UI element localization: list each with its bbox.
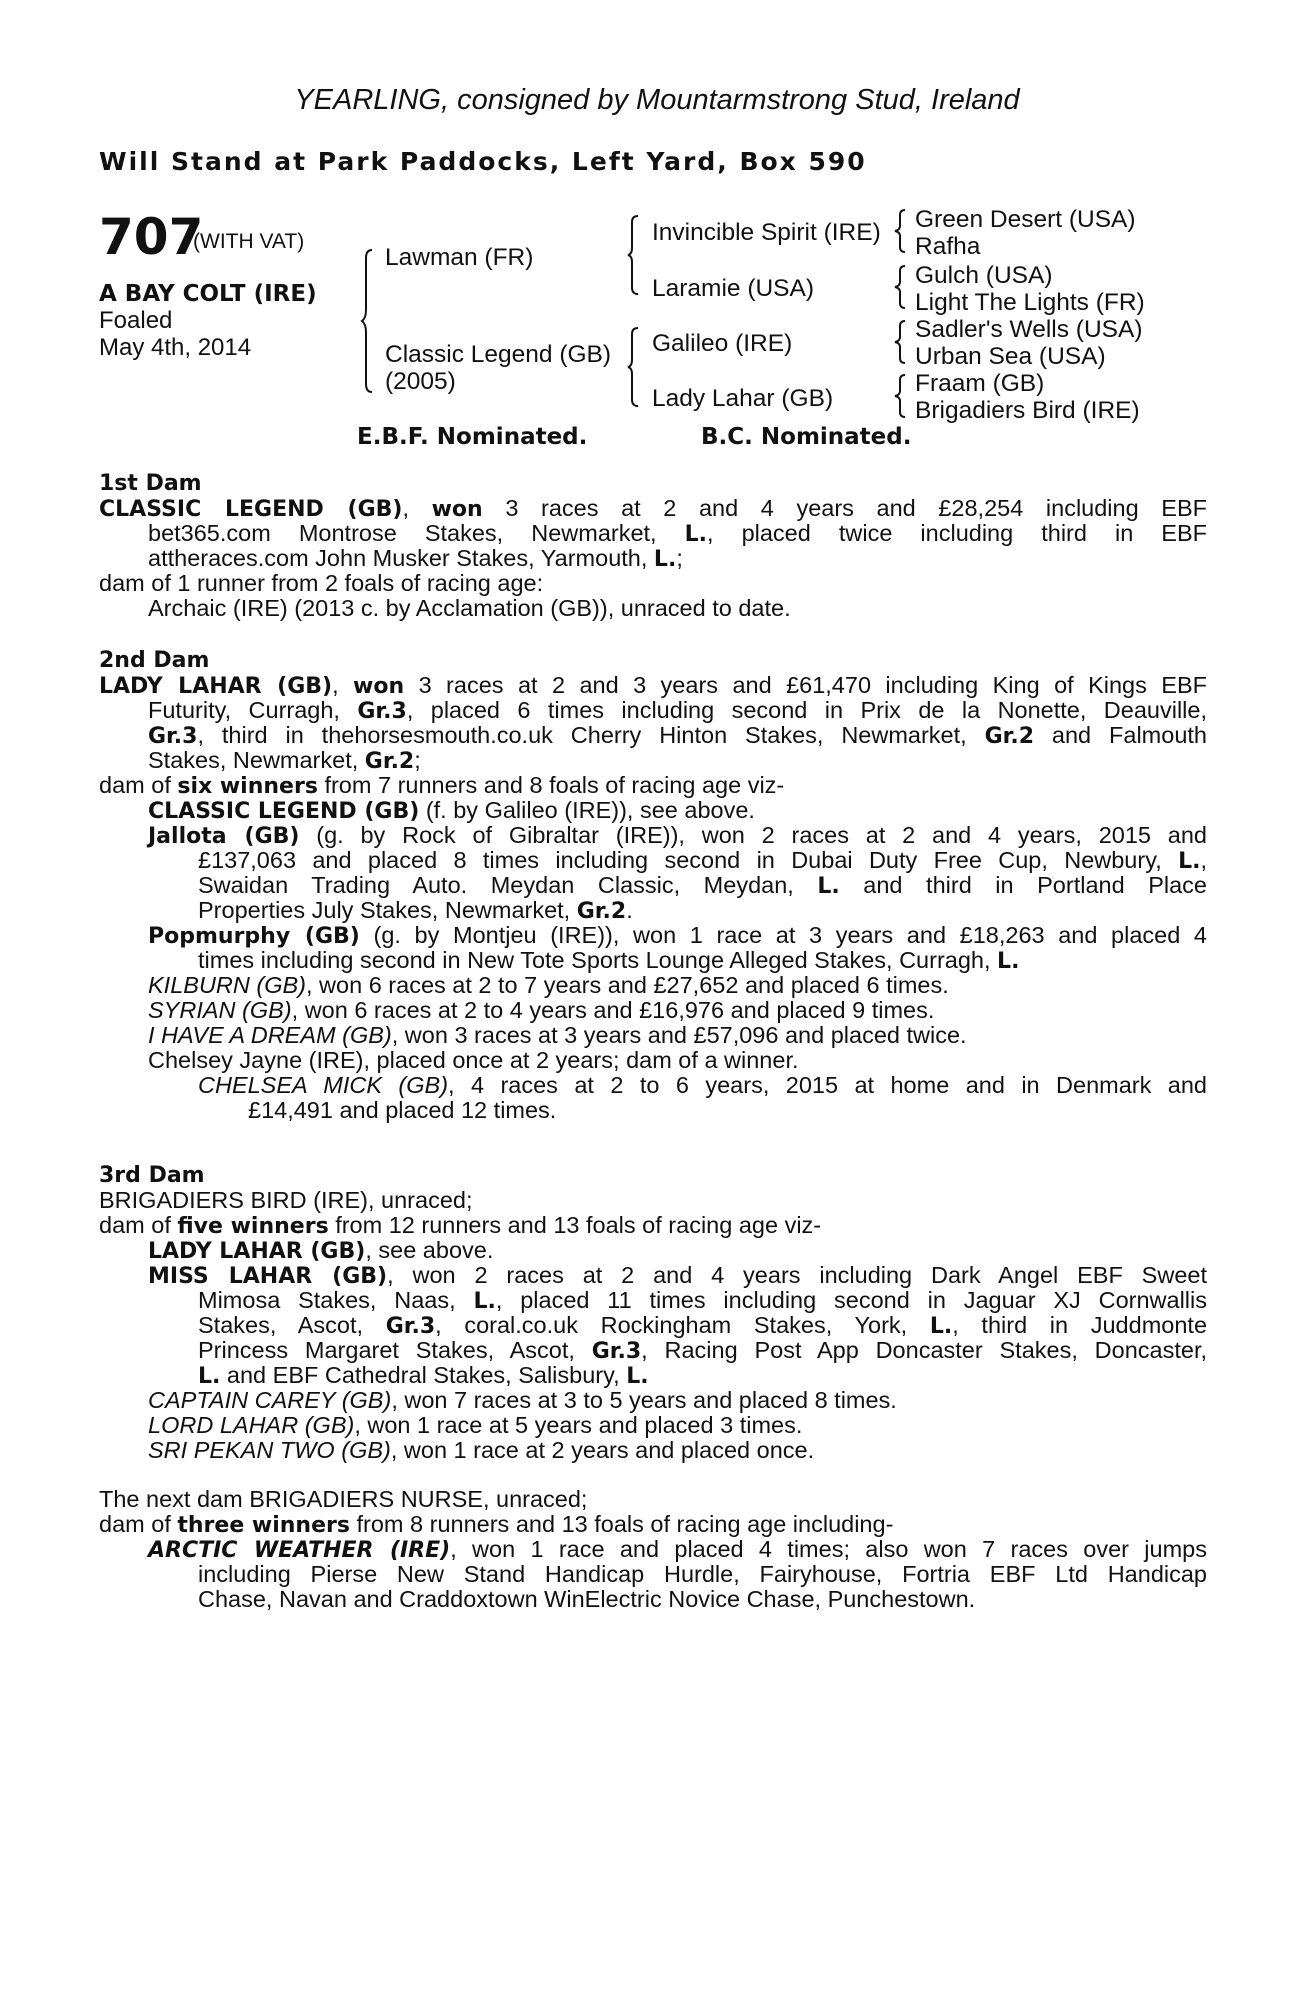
progeny-item: ARCTIC WEATHER (IRE), won 1 race and placed 4 times; also won 7 races over jumps <box>148 1536 1207 1563</box>
pedigree-dam: Classic Legend (GB) <box>385 341 612 368</box>
progeny-item: KILBURN (GB), won 6 races at 2 to 7 years and £27,652 and placed 6 times. <box>148 972 949 998</box>
progeny-detail: Mimosa Stakes, Naas, L., placed 11 times including second in Jaguar XJ Cornwallis <box>198 1287 1208 1314</box>
pedigree-dss: Sadler's Wells (USA) <box>915 316 1143 343</box>
third-dam-section <box>99 1163 1207 1463</box>
first-dam-line: CLASSIC LEGEND (GB), won 3 races at 2 and 4 years and £28,254 including EBF <box>99 495 1207 522</box>
third-dam-line: dam of five winners from 12 runners and 13 foals of racing age viz- <box>99 1212 822 1239</box>
progeny-detail: £137,063 and placed 8 times including second in Dubai Duty Free Cup, Newbury, L., <box>198 847 1207 874</box>
bc-nominated: B.C. Nominated. <box>701 424 912 450</box>
second-dam-line: dam of six winners from 7 runners and 8 foals of racing age viz- <box>99 772 785 799</box>
progeny-detail: Chase, Navan and Craddoxtown WinElectric Novice Chase, Punchestown. <box>198 1586 976 1612</box>
progeny-item: SRI PEKAN TWO (GB), won 1 race at 2 years and placed once. <box>148 1437 815 1463</box>
pedigree-sire: Lawman (FR) <box>385 244 534 271</box>
next-dam-section <box>99 1487 1207 1612</box>
progeny-detail: Princess Margaret Stakes, Ascot, Gr.3, Racing Post App Doncaster Stakes, Doncaster, <box>198 1337 1207 1364</box>
foaled-label: Foaled <box>99 307 173 334</box>
first-dam-line: bet365.com Montrose Stakes, Newmarket, L., placed twice including third in EBF <box>148 520 1207 547</box>
progeny-item: CLASSIC LEGEND (GB) (f. by Galileo (IRE)), see above. <box>148 797 755 824</box>
pedigree-brace-g3-4 <box>895 373 909 419</box>
pedigree-sire-dam: Laramie (USA) <box>652 275 815 302</box>
pedigree-sss: Green Desert (USA) <box>915 206 1136 233</box>
pedigree-sire-sire: Invincible Spirit (IRE) <box>652 219 881 246</box>
pedigree-dam-dam: Lady Lahar (GB) <box>652 385 834 412</box>
progeny-detail: times including second in New Tote Sports Lounge Alleged Stakes, Curragh, L. <box>198 947 1020 974</box>
progeny-detail: Stakes, Ascot, Gr.3, coral.co.uk Rockingham Stakes, York, L., third in Juddmonte <box>198 1312 1208 1339</box>
pedigree-ddd: Brigadiers Bird (IRE) <box>915 397 1140 424</box>
first-dam-progeny: Archaic (IRE) (2013 c. by Acclamation (GB)), unraced to date. <box>148 595 791 621</box>
second-dam-line: LADY LAHAR (GB), won 3 races at 2 and 3 years and £61,470 including King of Kings EBF <box>99 672 1207 699</box>
progeny-detail: L. and EBF Cathedral Stakes, Salisbury, L. <box>198 1362 649 1389</box>
ebf-nominated: E.B.F. Nominated. <box>357 424 588 450</box>
progeny-item: CAPTAIN CAREY (GB), won 7 races at 3 to 5 years and placed 8 times. <box>148 1387 897 1413</box>
second-dam-heading: 2nd Dam <box>99 648 210 673</box>
next-dam-line: The next dam BRIGADIERS NURSE, unraced; <box>99 1486 588 1512</box>
progeny-detail: including Pierse New Stand Handicap Hurdle, Fairyhouse, Fortria EBF Ltd Handicap <box>198 1561 1207 1587</box>
progeny-item: LADY LAHAR (GB), see above. <box>148 1237 494 1264</box>
first-dam-line: dam of 1 runner from 2 foals of racing age: <box>99 570 544 596</box>
second-dam-section <box>99 648 1207 1123</box>
progeny-item: Jallota (GB) (g. by Rock of Gibraltar (IRE)), won 2 races at 2 and 4 years, 2015 and <box>148 822 1208 849</box>
third-dam-heading: 3rd Dam <box>99 1163 205 1188</box>
pedigree-brace-dam-parents <box>628 326 644 408</box>
vat-note: (WITH VAT) <box>193 230 305 253</box>
pedigree-sds: Gulch (USA) <box>915 262 1053 289</box>
foaled-date: May 4th, 2014 <box>99 334 252 361</box>
page-title: YEARLING, consigned by Mountarmstrong Stud, Ireland <box>294 84 1020 116</box>
pedigree-brace-g3-2 <box>895 264 909 310</box>
progeny-item: I HAVE A DREAM (GB), won 3 races at 3 years and £57,096 and placed twice. <box>148 1022 967 1048</box>
second-dam-line: Futurity, Curragh, Gr.3, placed 6 times including second in Prix de la Nonette, Deauville, <box>148 697 1207 724</box>
second-dam-line: Stakes, Newmarket, Gr.2; <box>148 747 421 774</box>
pedigree-dsd: Urban Sea (USA) <box>915 343 1106 370</box>
progeny-item: LORD LAHAR (GB), won 1 race at 5 years and placed 3 times. <box>148 1412 803 1438</box>
horse-name: A BAY COLT (IRE) <box>99 281 317 307</box>
pedigree-ssd: Rafha <box>915 233 981 260</box>
lot-number: 707 <box>99 208 204 266</box>
progeny-item: CHELSEA MICK (GB), 4 races at 2 to 6 years, 2015 at home and in Denmark and <box>198 1072 1207 1098</box>
progeny-detail: Swaidan Trading Auto. Meydan Classic, Meydan, L. and third in Portland Place <box>198 872 1207 899</box>
progeny-detail: Properties July Stakes, Newmarket, Gr.2. <box>198 897 633 924</box>
pedigree-brace-gen1 <box>362 246 382 396</box>
progeny-item: Popmurphy (GB) (g. by Montjeu (IRE)), won 1 race at 3 years and £18,263 and placed 4 <box>148 922 1207 949</box>
progeny-item: SYRIAN (GB), won 6 races at 2 to 4 years and £16,976 and placed 9 times. <box>148 997 935 1023</box>
first-dam-line: attheraces.com John Musker Stakes, Yarmouth, L.; <box>148 545 683 572</box>
pedigree-dds: Fraam (GB) <box>915 370 1045 397</box>
stand-location: Will Stand at Park Paddocks, Left Yard, Box 590 <box>99 147 867 176</box>
pedigree-brace-sire-parents <box>628 214 644 296</box>
pedigree-brace-g3-1 <box>895 208 909 254</box>
pedigree-dam-sire: Galileo (IRE) <box>652 330 793 357</box>
progeny-detail: £14,491 and placed 12 times. <box>248 1097 557 1123</box>
pedigree-dam-year: (2005) <box>385 368 456 395</box>
first-dam-section <box>99 471 1207 621</box>
progeny-item: MISS LAHAR (GB), won 2 races at 2 and 4 years including Dark Angel EBF Sweet <box>148 1262 1207 1289</box>
pedigree-sdd: Light The Lights (FR) <box>915 289 1145 316</box>
progeny-item: Chelsey Jayne (IRE), placed once at 2 years; dam of a winner. <box>148 1047 799 1073</box>
first-dam-heading: 1st Dam <box>99 471 202 496</box>
third-dam-line: BRIGADIERS BIRD (IRE), unraced; <box>99 1187 473 1213</box>
second-dam-line: Gr.3, third in thehorsesmouth.co.uk Cherry Hinton Stakes, Newmarket, Gr.2 and Falmouth <box>148 722 1207 749</box>
pedigree-brace-g3-3 <box>895 319 909 365</box>
next-dam-line: dam of three winners from 8 runners and 13 foals of racing age including- <box>99 1511 894 1538</box>
